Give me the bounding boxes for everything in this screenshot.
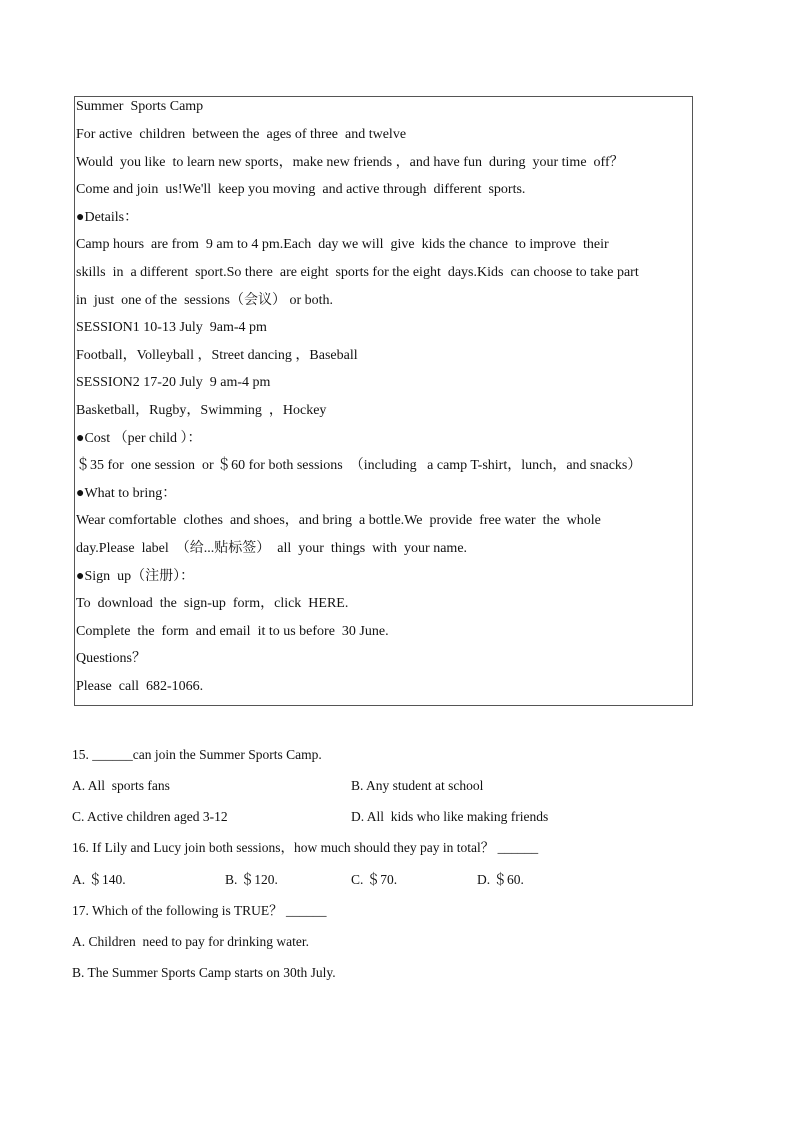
- session1-sports: Football，Volleyball ，Street dancing ，Baseball: [76, 348, 358, 363]
- question-17-option-b: B. The Summer Sports Camp starts on 30th July.: [72, 965, 336, 980]
- question-17-stem: 17. Which of the following is TRUE？ ______: [72, 903, 327, 918]
- notice-line: Complete the form and email it to us before 30 June.: [76, 624, 389, 639]
- camp-notice-box: [74, 96, 693, 706]
- session1-heading: SESSION1 10-13 July 9am-4 pm: [76, 320, 267, 335]
- notice-line: day.Please label （给...贴标签） all your things with your name.: [76, 541, 468, 556]
- question-16-option-b: B. ＄120.: [225, 872, 278, 887]
- question-15-option-d: D. All kids who like making friends: [351, 809, 549, 824]
- question-16-option-a: A. ＄140.: [72, 872, 126, 887]
- bring-heading: ●What to bring：: [76, 486, 177, 501]
- question-15-option-c: C. Active children aged 3-12: [72, 809, 228, 824]
- notice-line: Come and join us!We'll keep you moving and active through different sports.: [76, 182, 526, 197]
- cost-heading: ●Cost （per child ）：: [76, 431, 202, 446]
- details-heading: ●Details：: [76, 210, 139, 225]
- phone-line: Please call 682-1066.: [76, 679, 204, 694]
- download-line: To download the sign-up form，click HERE.: [76, 596, 349, 611]
- notice-subtitle: For active children between the ages of three and twelve: [76, 127, 407, 142]
- questions-heading: Questions？: [76, 651, 146, 666]
- question-16-option-d: D. ＄60.: [477, 872, 524, 887]
- notice-line: Wear comfortable clothes and shoes，and bring a bottle.We provide free water the whole: [76, 513, 601, 528]
- question-16-stem: 16. If Lily and Lucy join both sessions，how much should they pay in total？ ______: [72, 840, 539, 855]
- notice-line: Camp hours are from 9 am to 4 pm.Each day we will give kids the chance to improve their: [76, 237, 609, 252]
- cost-line: ＄35 for one session or ＄60 for both sessions （including a camp T-shirt，lunch，and snacks）: [76, 458, 642, 473]
- notice-line: skills in a different sport.So there are eight sports for the eight days.Kids can choose to take part: [76, 265, 639, 280]
- question-17-option-a: A. Children need to pay for drinking water.: [72, 934, 309, 949]
- notice-title: Summer Sports Camp: [76, 99, 204, 114]
- question-15-stem: 15. ______can join the Summer Sports Camp.: [72, 747, 322, 762]
- notice-line: in just one of the sessions（会议） or both.: [76, 293, 334, 308]
- question-15-option-b: B. Any student at school: [351, 778, 484, 793]
- question-15-option-a: A. All sports fans: [72, 778, 170, 793]
- notice-line: Would you like to learn new sports，make new friends ，and have fun during your time off？: [76, 155, 624, 170]
- signup-heading: ●Sign up（注册）：: [76, 569, 195, 584]
- session2-sports: Basketball，Rugby，Swimming ，Hockey: [76, 403, 327, 418]
- session2-heading: SESSION2 17-20 July 9 am-4 pm: [76, 375, 271, 390]
- question-16-option-c: C. ＄70.: [351, 872, 398, 887]
